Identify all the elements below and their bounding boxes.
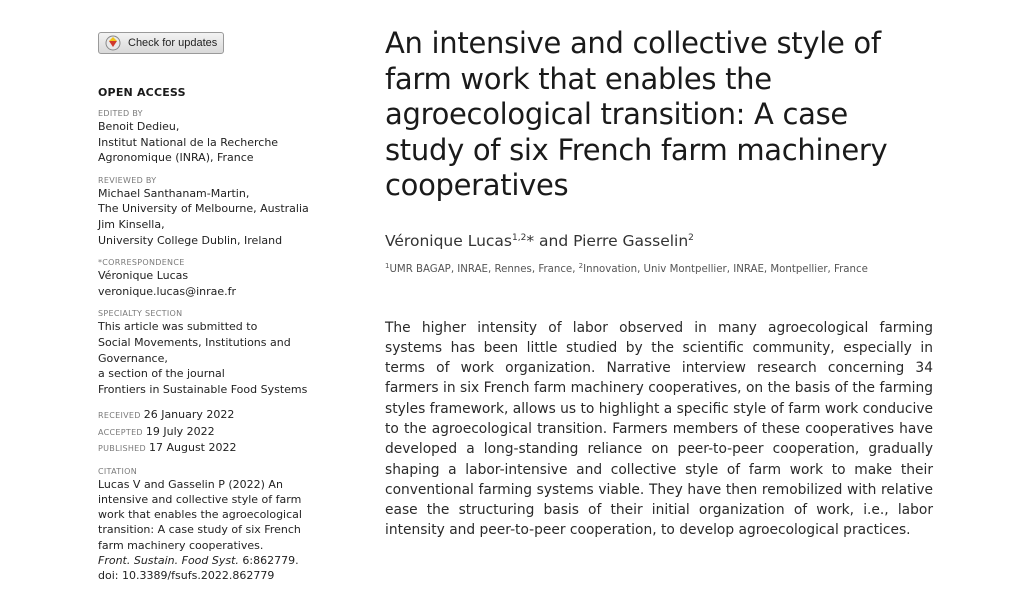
accepted-label: ACCEPTED xyxy=(98,427,143,437)
author-affil-sup: 1,2 xyxy=(512,232,527,243)
open-access-label: OPEN ACCESS xyxy=(98,86,186,99)
reviewed-by-line: University College Dublin, Ireland xyxy=(98,233,283,247)
citation-doi-link[interactable]: doi: 10.3389/fsufs.2022.862779 xyxy=(98,569,275,583)
article-abstract: The higher intensity of labor observed in many agroecological farming systems has been little studied by the scientific community, especially in terms of work organization. Narrative interview research concerning 34 farmers in six French farm machinery cooperatives, on the basis of the farming styles framework, allows us to highlight a specific style of farm work conducive to the agroecological transition. Farmers members of these cooperatives have developed a long-standing reliance on peer-to-peer cooperation, gradually shaping a labor-intensive and collective style of farm work to make their conventional farming systems viable. They have then remobilized with relative ease the structuring basis of their initial organization of work, i.e., labor intensity and peer-to-peer cooperation, to develop agroecological practices. xyxy=(385,319,933,539)
check-for-updates-label: Check for updates xyxy=(128,37,218,49)
author-name[interactable]: Véronique Lucas xyxy=(385,231,512,250)
correspondence-email-link[interactable]: veronique.lucas@inrae.fr xyxy=(98,284,237,298)
edited-by-line: Institut National de la Recherche xyxy=(98,135,279,149)
author-name[interactable]: Pierre Gasselin xyxy=(573,231,689,250)
citation-journal: Front. Sustain. Food Syst. xyxy=(98,553,239,567)
accepted-date xyxy=(98,424,328,441)
accepted-value: 19 July 2022 xyxy=(145,424,215,438)
affil-text: Innovation, Univ Montpellier, INRAE, Montpellier, France xyxy=(583,263,868,275)
reviewed-by-line: Michael Santhanam-Martin, xyxy=(98,186,250,200)
reviewed-by-section xyxy=(98,175,328,248)
affiliations xyxy=(385,262,935,275)
specialty-label: SPECIALTY SECTION xyxy=(98,309,183,319)
citation-line: farm machinery cooperatives. xyxy=(98,538,264,552)
edited-by-label: EDITED BY xyxy=(98,109,143,118)
article-main xyxy=(385,26,935,555)
article-authors xyxy=(385,232,935,250)
dates-section xyxy=(98,407,328,457)
published-value: 17 August 2022 xyxy=(149,441,237,455)
citation-line: Lucas V and Gasselin P (2022) An xyxy=(98,477,283,491)
affil-sup: 2 xyxy=(578,261,584,270)
author-join: and xyxy=(534,231,574,250)
specialty-line: Frontiers in Sustainable Food Systems xyxy=(98,382,308,396)
citation-volume: 6:862779. xyxy=(238,553,299,567)
reviewed-by-label: REVIEWED BY xyxy=(98,175,157,185)
specialty-line: Social Movements, Institutions and xyxy=(98,335,291,349)
correspondence-section xyxy=(98,257,328,299)
edited-by-line: Agronomique (INRA), France xyxy=(98,151,254,165)
citation-label: CITATION xyxy=(98,466,137,476)
citation-section xyxy=(98,466,328,583)
citation-line: transition: A case study of six French xyxy=(98,523,301,537)
received-value: 26 January 2022 xyxy=(143,408,235,422)
correspondence-name: Véronique Lucas xyxy=(98,269,189,283)
specialty-line: This article was submitted to xyxy=(98,320,258,334)
specialty-line: Governance, xyxy=(98,351,168,365)
edited-by-line: Benoit Dedieu, xyxy=(98,120,180,133)
affil-sup: 1 xyxy=(385,261,390,270)
crossmark-icon xyxy=(104,35,122,51)
reviewed-by-line: Jim Kinsella, xyxy=(98,217,165,231)
article-sidebar xyxy=(98,32,328,583)
citation-line: intensive and collective style of farm xyxy=(98,493,302,507)
corresponding-mark: * xyxy=(526,231,535,250)
check-for-updates-button[interactable] xyxy=(98,32,224,54)
specialty-section xyxy=(98,308,328,397)
edited-by-section xyxy=(98,108,328,166)
received-date xyxy=(98,407,328,424)
published-label: PUBLISHED xyxy=(98,444,146,454)
published-date xyxy=(98,440,328,457)
specialty-line: a section of the journal xyxy=(98,367,225,381)
article-title: An intensive and collective style of farm work that enables the agroecological transition: A case study of six French farm machinery cooperatives xyxy=(385,26,888,202)
received-label: RECEIVED xyxy=(98,411,141,421)
author-affil-sup: 2 xyxy=(688,232,694,243)
reviewed-by-line: The University of Melbourne, Australia xyxy=(98,202,309,216)
affil-text: UMR BAGAP, INRAE, Rennes, France, xyxy=(389,263,579,275)
citation-line: work that enables the agroecological xyxy=(98,508,302,522)
correspondence-label: *CORRESPONDENCE xyxy=(98,258,185,268)
citation-journal-line xyxy=(98,553,328,568)
